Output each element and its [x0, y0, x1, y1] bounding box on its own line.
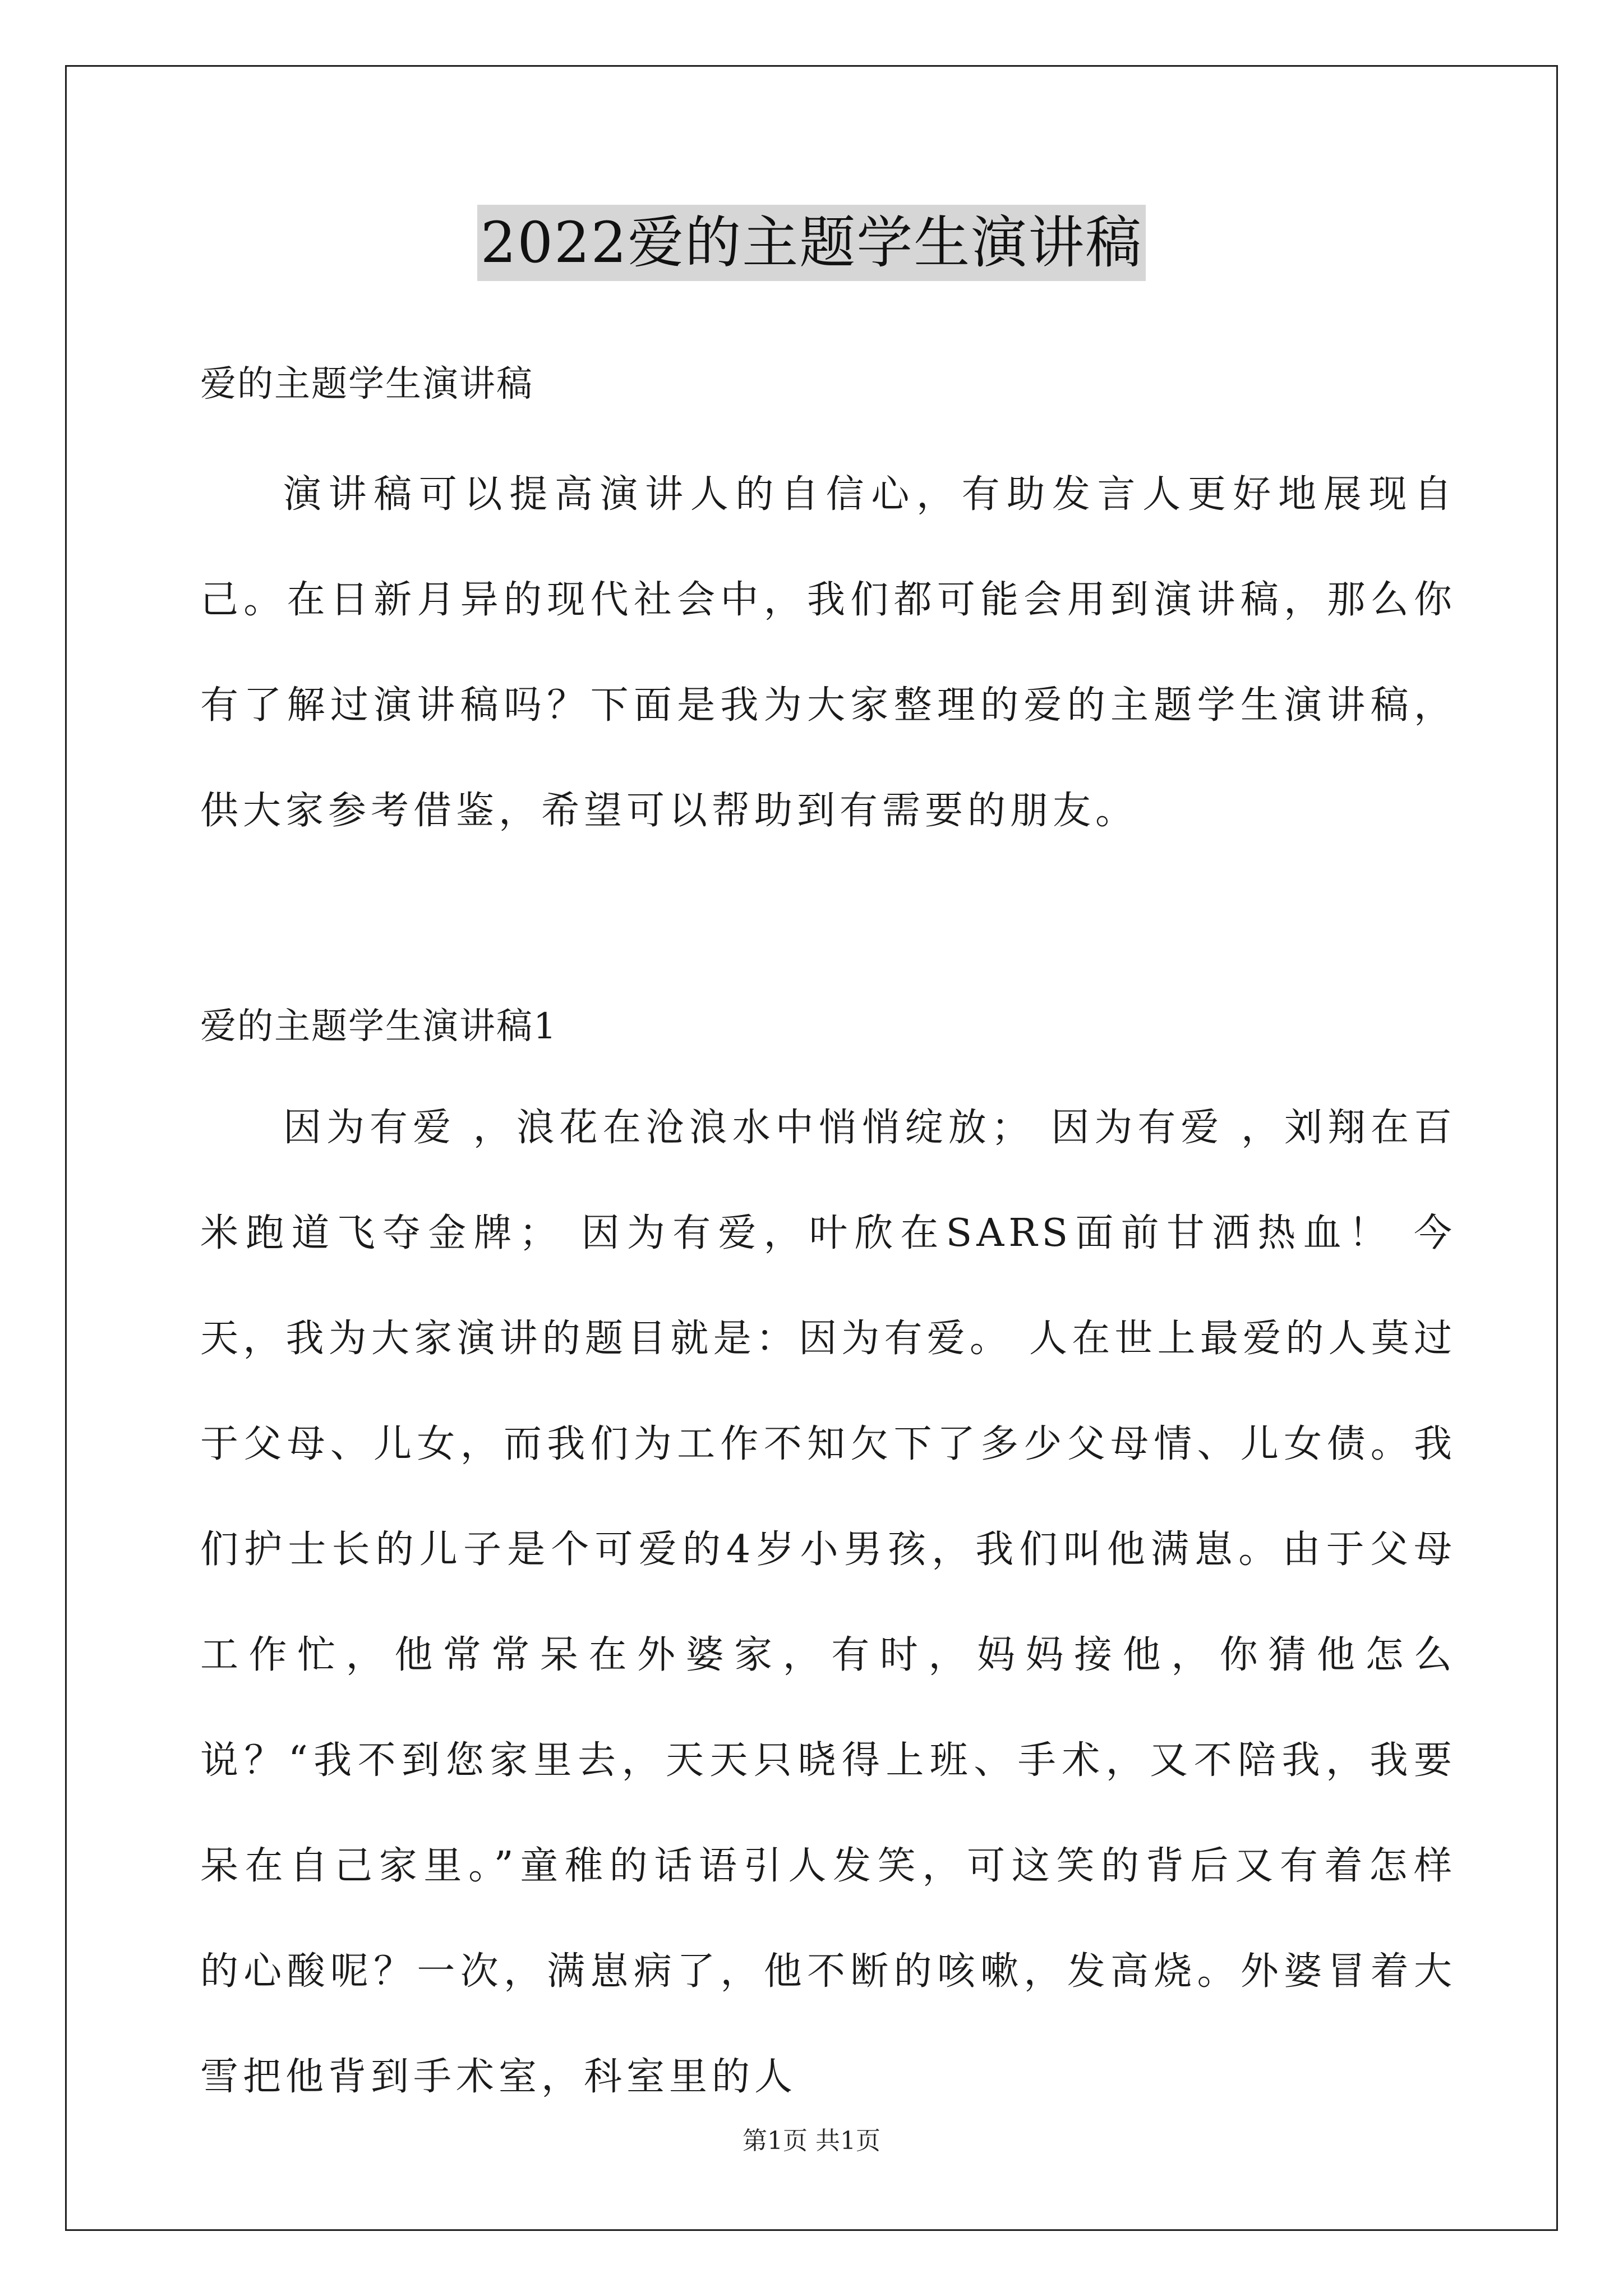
title-container: [0, 205, 1623, 281]
intro-paragraph: 演讲稿可以提高演讲人的自信心，有助发言人更好地展现自己。在日新月异的现代社会中，我们都可能会用到演讲稿，那么你有了解过演讲稿吗？下面是我为大家整理的爱的主题学生演讲稿，供大家参考借鉴，希望可以帮助到有需要的朋友。: [200, 472, 1456, 833]
page-footer: 第1页 共1页: [743, 2127, 880, 2155]
document-title: 2022爱的主题学生演讲稿: [477, 205, 1146, 281]
body-paragraph: 因为有爱 ，浪花在沧浪水中悄悄绽放； 因为有爱 ，刘翔在百米跑道飞夺金牌； 因为有爱，叶欣在SARS面前甘洒热血！ 今天，我为大家演讲的题目就是：因为有爱。 人在世上最爱的人莫过于父母、儿女，而我们为工作不知欠下了多少父母情、儿女债。我们护士长的儿子是个可爱的4岁小男孩，我们叫他满崽。由于父母工作忙，他常常呆在外婆家，有时，妈妈接他，你猜他怎么说？“我不到您家里去，天天只晓得上班、手术，又不陪我，我要呆在自己家里。”童稚的话语引人发笑，可这笑的背后又有着怎样 的心酸呢？一次，满崽病了，他不断的咳嗽，发高烧。外婆冒着大雪把他背到手术室，科室里的人: [200, 1106, 1456, 2099]
section-heading: 爱的主题学生演讲稿1: [200, 1006, 557, 1047]
document-subtitle: 爱的主题学生演讲稿: [200, 364, 533, 405]
